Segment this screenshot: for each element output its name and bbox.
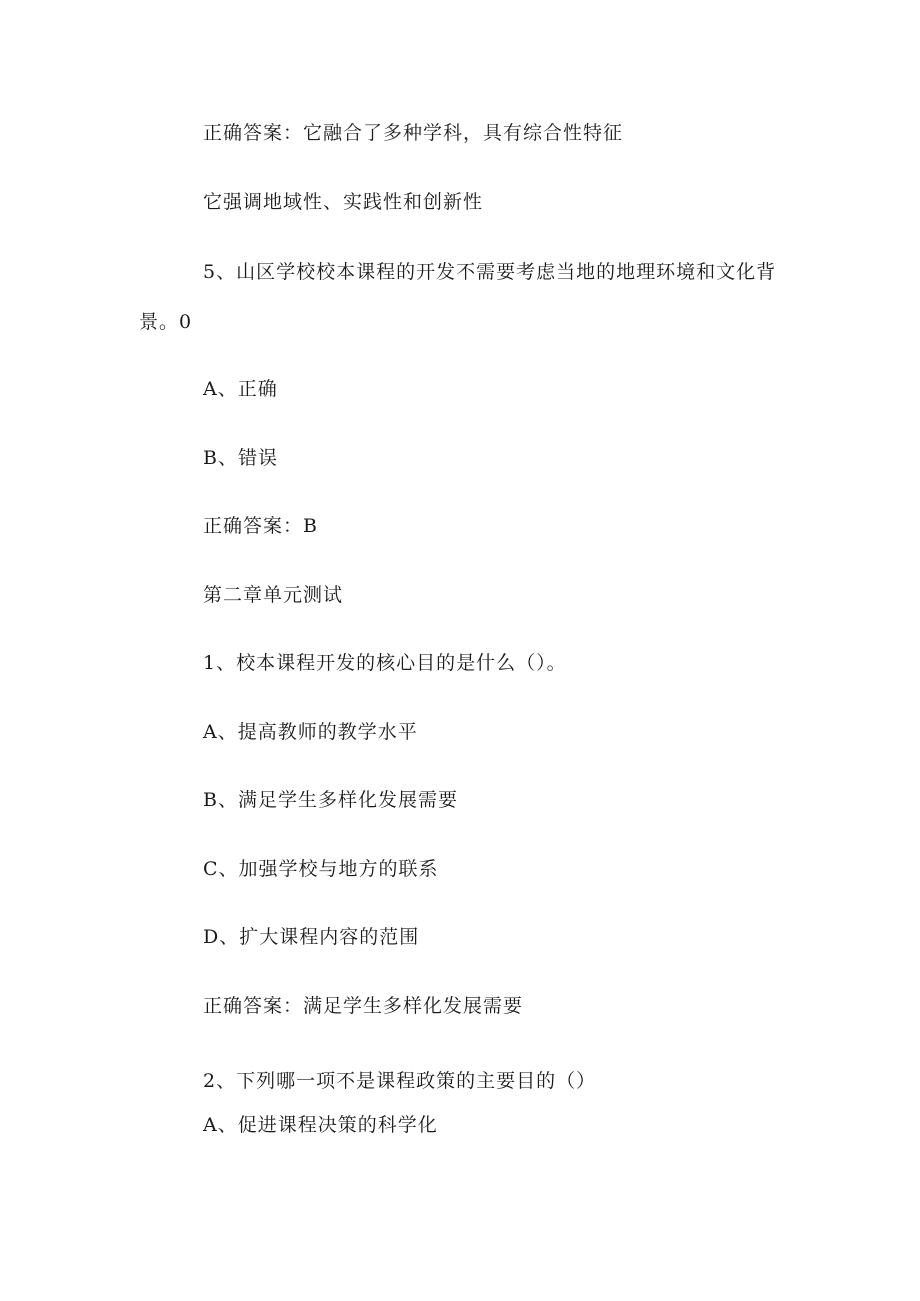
chapter-heading: 第二章单元测试 bbox=[203, 584, 344, 606]
answer-line-q5: 正确答案：B bbox=[203, 515, 318, 537]
answer-continuation-q4: 它强调地域性、实践性和创新性 bbox=[203, 191, 484, 213]
option-c-q1: C、加强学校与地方的联系 bbox=[203, 858, 439, 880]
option-a-q1: A、提高教师的教学水平 bbox=[203, 721, 418, 743]
option-a-q5: A、正确 bbox=[203, 378, 278, 400]
answer-line-q1: 正确答案：满足学生多样化发展需要 bbox=[203, 995, 524, 1017]
option-d-q1: D、扩大课程内容的范围 bbox=[203, 926, 420, 948]
answer-line-q4: 正确答案：它融合了多种学科，具有综合性特征 bbox=[203, 122, 624, 144]
question-5-text: 5、山区学校校本课程的开发不需要考虑当地的地理环境和文化背 bbox=[203, 261, 777, 283]
option-b-q5: B、错误 bbox=[203, 447, 278, 469]
question-5-text-wrap: 景。0 bbox=[139, 311, 193, 333]
option-b-q1: B、满足学生多样化发展需要 bbox=[203, 789, 458, 811]
option-a-q2: A、促进课程决策的科学化 bbox=[203, 1114, 438, 1136]
question-2-text: 2、下列哪一项不是课程政策的主要目的（） bbox=[203, 1070, 597, 1092]
question-1-text: 1、校本课程开发的核心目的是什么（）。 bbox=[203, 652, 567, 674]
